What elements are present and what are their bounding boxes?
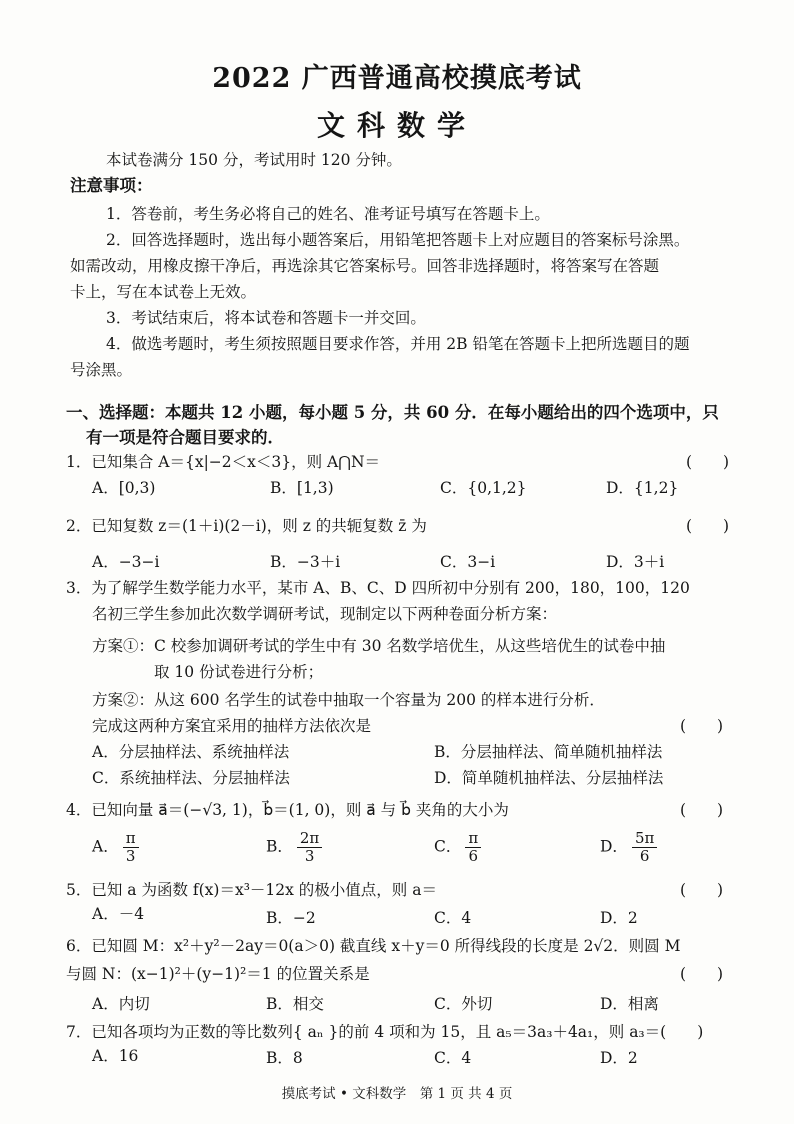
fraction bbox=[632, 830, 657, 865]
fraction-numerator: 5π bbox=[632, 830, 657, 848]
notice-line: 如需改动，用橡皮擦干净后，再选涂其它答案标号。回答非选择题时，将答案写在答题 bbox=[70, 257, 660, 275]
option-a: A．[0,3) bbox=[92, 479, 156, 497]
question-4-stem: 4．已知向量 a⃗＝(−√3, 1)，b⃗＝(1, 0)，则 a⃗ 与 b⃗ 夹角的大小为 bbox=[66, 801, 509, 819]
question-7-stem: 7．已知各项均为正数的等比数列{ aₙ }的前 4 项和为 15，且 a₅＝3a₃＋4a₁，则 a₃＝( ) bbox=[66, 1023, 704, 1041]
option-d bbox=[600, 830, 657, 865]
question-1-stem: 1．已知集合 A＝{x|−2＜x＜3}，则 A⋂N＝ bbox=[66, 453, 381, 471]
option-c: C．外切 bbox=[434, 995, 493, 1013]
option-a: A．内切 bbox=[92, 995, 150, 1013]
question-3-stem: 方案②：从这 600 名学生的试卷中抽取一个容量为 200 的样本进行分析． bbox=[92, 691, 605, 709]
notice-line: 4．做选考题时，考生须按照题目要求作答，并用 2B 铅笔在答题卡上把所选题目的题 bbox=[106, 335, 690, 353]
option-c: C．系统抽样法、分层抽样法 bbox=[92, 769, 290, 787]
notice-line: 1．答卷前，考生务必将自己的姓名、准考证号填写在答题卡上。 bbox=[106, 205, 550, 223]
option-c: C．{0,1,2} bbox=[440, 479, 527, 497]
option-b: B．−2 bbox=[266, 909, 316, 927]
section-heading-cont: 有一项是符合题目要求的． bbox=[86, 428, 284, 447]
option-a: A．16 bbox=[92, 1047, 139, 1065]
notice-line: 3．考试结束后，将本试卷和答题卡一并交回。 bbox=[106, 309, 426, 327]
exam-subtitle: 文科数学 bbox=[316, 109, 477, 142]
question-6-stem: 6．已知圆 M：x²＋y²－2ay＝0(a＞0) 截直线 x＋y＝0 所得线段的长度是 2√2．则圆 M bbox=[66, 937, 681, 955]
question-2-stem: 2．已知复数 z＝(1＋i)(2－i)，则 z 的共轭复数 z̄ 为 bbox=[66, 517, 427, 535]
answer-paren: ( ) bbox=[686, 453, 730, 471]
option-d: D．3＋i bbox=[606, 553, 665, 571]
answer-paren: ( ) bbox=[680, 881, 724, 899]
option-c: C．4 bbox=[434, 909, 472, 927]
option-d: D．2 bbox=[600, 1049, 638, 1067]
option-b: B．[1,3) bbox=[270, 479, 334, 497]
option-b bbox=[266, 830, 322, 865]
notice-line: 卡上，写在本试卷上无效。 bbox=[70, 283, 257, 301]
section-heading: 一、选择题：本题共 12 小题，每小题 5 分，共 60 分．在每小题给出的四个选项中，只 bbox=[66, 403, 719, 422]
intro-text: 本试卷满分 150 分，考试用时 120 分钟。 bbox=[106, 151, 402, 169]
fraction-numerator: π bbox=[123, 830, 139, 848]
option-c bbox=[434, 830, 481, 865]
fraction-denominator: 3 bbox=[304, 847, 315, 865]
question-3-stem: 方案①：C 校参加调研考试的学生中有 30 名数学培优生，从这些培优生的试卷中抽 bbox=[92, 637, 666, 655]
fraction-denominator: 6 bbox=[468, 847, 479, 865]
answer-paren: ( ) bbox=[686, 517, 730, 535]
option-a bbox=[92, 830, 139, 865]
page-footer: 摸底考试 • 文科数学 第 1 页 共 4 页 bbox=[281, 1086, 513, 1102]
option-a: A．－4 bbox=[92, 905, 145, 923]
question-3-stem: 名初三学生参加此次数学调研考试，现制定以下两种卷面分析方案： bbox=[92, 605, 558, 623]
option-d: D．简单随机抽样法、分层抽样法 bbox=[434, 769, 664, 787]
option-b: B．−3＋i bbox=[270, 553, 341, 571]
notice-heading: 注意事项： bbox=[70, 176, 153, 195]
option-d: D．{1,2} bbox=[606, 479, 679, 497]
notice-line: 号涂黑。 bbox=[70, 361, 133, 379]
option-letter: D． bbox=[600, 837, 628, 856]
question-3-stem: 取 10 份试卷进行分析； bbox=[154, 663, 324, 681]
option-b: B．8 bbox=[266, 1049, 303, 1067]
question-5-stem: 5．已知 a 为函数 f(x)＝x³－12x 的极小值点，则 a＝ bbox=[66, 881, 437, 899]
option-c: C．3−i bbox=[440, 553, 496, 571]
fraction-numerator: π bbox=[465, 830, 481, 848]
option-c: C．4 bbox=[434, 1049, 472, 1067]
fraction bbox=[123, 830, 139, 865]
option-d: D．2 bbox=[600, 909, 638, 927]
option-b: B．相交 bbox=[266, 995, 324, 1013]
fraction bbox=[297, 830, 322, 865]
question-3-stem: 3．为了解学生数学能力水平，某市 A、B、C、D 四所初中分别有 200，180，100，120 bbox=[66, 579, 690, 597]
option-letter: C． bbox=[434, 837, 462, 856]
option-a: A．分层抽样法、系统抽样法 bbox=[92, 743, 290, 761]
fraction-denominator: 3 bbox=[125, 847, 136, 865]
option-b: B．分层抽样法、简单随机抽样法 bbox=[434, 743, 663, 761]
option-letter: A． bbox=[92, 837, 119, 856]
question-6-stem: 与圆 N：(x−1)²＋(y−1)²＝1 的位置关系是 bbox=[66, 965, 370, 983]
answer-paren: ( ) bbox=[680, 965, 724, 983]
option-a: A．−3−i bbox=[92, 553, 160, 571]
fraction bbox=[465, 830, 481, 865]
option-letter: B． bbox=[266, 837, 293, 856]
question-3-stem: 完成这两种方案宜采用的抽样方法依次是 bbox=[92, 717, 372, 735]
fraction-numerator: 2π bbox=[297, 830, 322, 848]
fraction-denominator: 6 bbox=[639, 847, 650, 865]
option-d: D．相离 bbox=[600, 995, 659, 1013]
answer-paren: ( ) bbox=[680, 801, 724, 819]
exam-title: 2022 广西普通高校摸底考试 bbox=[212, 63, 582, 94]
notice-line: 2．回答选择题时，选出每小题答案后，用铅笔把答题卡上对应题目的答案标号涂黑。 bbox=[106, 231, 690, 249]
answer-paren: ( ) bbox=[680, 717, 724, 735]
